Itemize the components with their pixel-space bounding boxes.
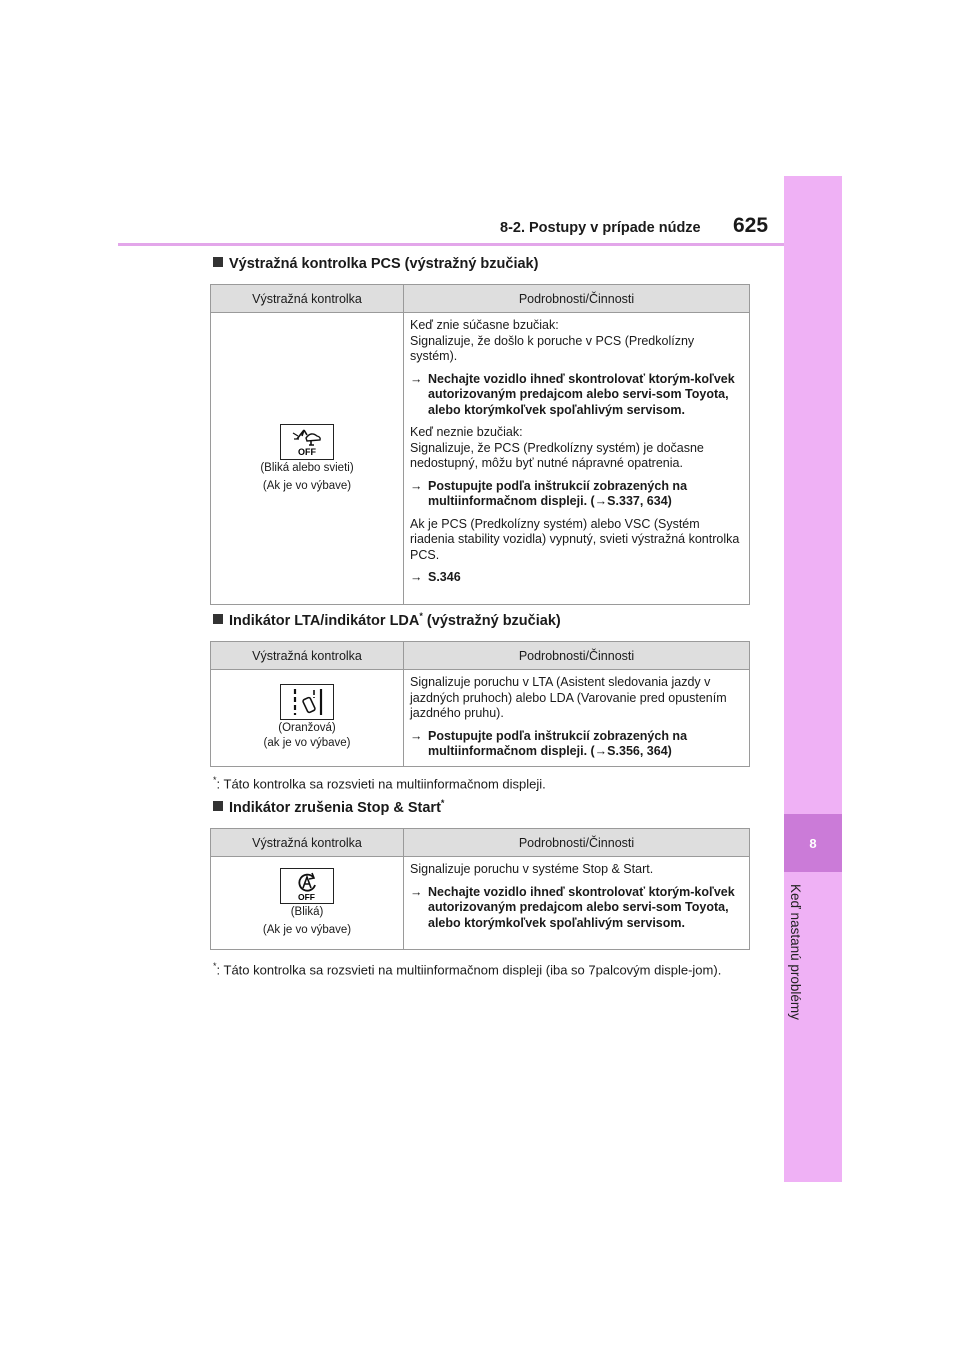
chapter-number: 8: [784, 814, 842, 872]
section-heading-pcs: Výstražná kontrolka PCS (výstražný bzučiak): [213, 256, 538, 272]
stop-start-icon-caption-equipment: (Ak je vo výbave): [262, 924, 352, 936]
stop-start-warning-table: [210, 828, 750, 950]
pcs-off-warning-icon: [280, 424, 334, 460]
lta-icon-cell: [211, 670, 404, 767]
section-heading-lta-lda: Indikátor LTA/indikátor LDA* (výstražný bzučiak): [213, 611, 561, 629]
stop-start-off-icon: [280, 868, 334, 904]
stop-start-details-cell: [404, 857, 750, 950]
col-header-details: Podrobnosti/Činnosti: [404, 642, 750, 670]
header-rule: [118, 243, 784, 246]
svg-text:OFF: OFF: [298, 892, 315, 902]
lta-lda-warning-table: [210, 641, 750, 767]
lta-footnote: *: Táto kontrolka sa rozsvieti na multiinformačnom displeji.: [213, 775, 546, 792]
pcs-action-2: → Postupujte podľa inštrukcií zobrazených na multiinformačnom displeji. (→S.337, 634): [410, 478, 688, 508]
pcs-icon-caption-equipment: (Ak je vo výbave): [262, 479, 352, 492]
pcs-icon-caption-state: (Bliká alebo svieti): [260, 461, 354, 474]
col-header-warning-light: Výstražná kontrolka: [211, 642, 404, 670]
page-number: 625: [733, 214, 769, 237]
lta-action-1: → Postupujte podľa inštrukcií zobrazených na multiinformačnom displeji. (→S.356, 364): [410, 728, 688, 758]
pcs-detail-disabled: Ak je PCS (Predkolízny systém) alebo VSC (Systém riadenia stability vozidla) vypnutý, svieti výstražná kontrolka PCS.: [410, 516, 740, 562]
chapter-title: Keď nastanú problémy: [788, 884, 803, 1020]
lane-assist-warning-icon: [280, 684, 334, 720]
pcs-detail-no-buzzer: Keď neznie bzučiak: Signalizuje, že PCS (Predkolízny systém) je dočasne nedostupný, môžu byť nutné nápravné opatrenia.: [410, 425, 704, 470]
col-header-warning-light: Výstražná kontrolka: [211, 285, 404, 313]
pcs-warning-table: [210, 284, 750, 605]
section-title: 8-2. Postupy v prípade núdze: [500, 220, 701, 236]
pcs-action-1: → Nechajte vozidlo ihneď skontrolovať ktorým-koľvek autorizovaným predajcom alebo servi-som Toyota, alebo ktorýmkoľvek spoľahlivým servisom.: [410, 371, 735, 417]
stop-start-icon-cell: [211, 857, 404, 950]
stop-start-footnote: *: Táto kontrolka sa rozsvieti na multiinformačnom displeji (iba so 7palcovým disple-jom).: [213, 961, 722, 978]
lta-icon-caption-equipment: (ak je vo výbave): [263, 737, 351, 750]
stop-start-action-1: → Nechajte vozidlo ihneď skontrolovať ktorým-koľvek autorizovaným predajcom alebo servi-som Toyota, alebo ktorýmkoľvek spoľahlivým servisom.: [410, 884, 735, 930]
stop-start-icon-caption-state: (Bliká): [290, 906, 324, 918]
col-header-details: Podrobnosti/Činnosti: [404, 829, 750, 857]
section-heading-stop-start: Indikátor zrušenia Stop & Start*: [213, 798, 444, 816]
pcs-icon-cell: [211, 313, 404, 605]
bullet-square-icon: [213, 801, 223, 811]
lta-detail-malfunction: Signalizuje poruchu v LTA (Asistent sledovania jazdy v jazdných pruhoch) alebo LDA (Varovanie pred opustením jazdného pruhu).: [410, 675, 727, 720]
col-header-warning-light: Výstražná kontrolka: [211, 829, 404, 857]
lta-icon-caption-color: (Oranžová): [278, 722, 336, 735]
pcs-detail-buzzer: Keď znie súčasne bzučiak: Signalizuje, že došlo k poruche v PCS (Predkolízny systém).: [410, 318, 695, 363]
bullet-square-icon: [213, 257, 223, 267]
pcs-details-cell: [404, 313, 750, 605]
col-header-details: Podrobnosti/Činnosti: [404, 285, 750, 313]
pcs-action-3: → S.346: [410, 570, 461, 584]
lta-details-cell: [404, 670, 750, 767]
stop-start-detail-malfunction: Signalizuje poruchu v systéme Stop & Start.: [410, 862, 654, 876]
svg-text:OFF: OFF: [298, 446, 316, 457]
bullet-square-icon: [213, 614, 223, 624]
